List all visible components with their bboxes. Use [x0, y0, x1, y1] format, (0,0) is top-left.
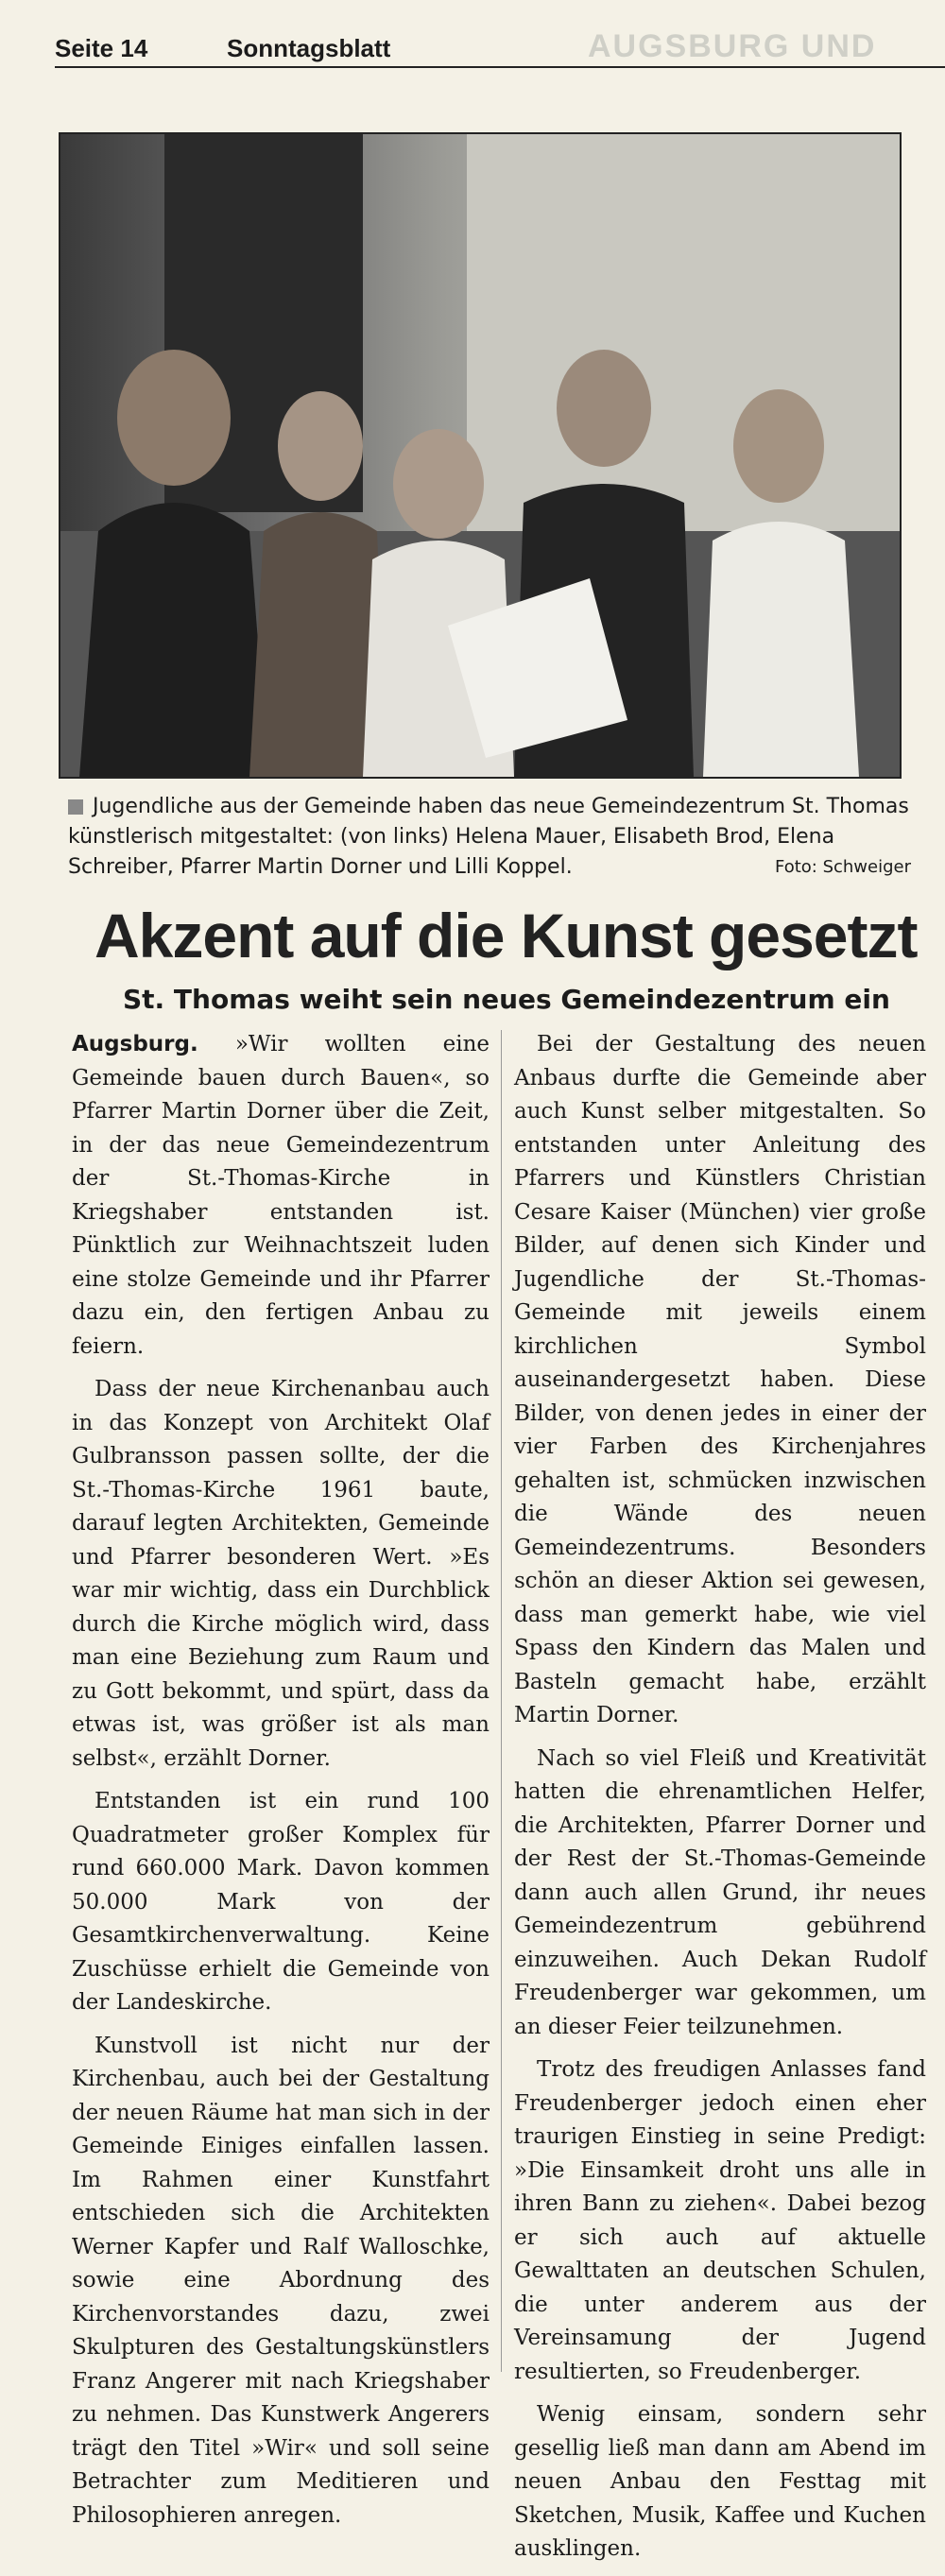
paragraph: Trotz des freudigen Anlasses fand Freudenberger jedoch einen eher traurigen Einstieg in seine Predigt: »Die Einsamkeit droht uns alle in ihren Bann zu ziehen«. Dabei bezog er sich auch auf aktuelle Gewalttaten an deutschen Schulen, die unter anderem aus der Vereinsamung der Jugend resultierten, so Freudenberger.: [514, 2057, 926, 2384]
paragraph: Entstanden ist ein rund 100 Quadratmeter großer Komplex für rund 660.000 Mark. Davon kommen 50.000 Mark von der Gesamtkirchenverwaltung. Keine Zuschüsse erhielt die Gemeinde von der Landeskirche.: [72, 1789, 490, 2015]
header-rule: [55, 66, 945, 68]
article-column-left: [72, 1028, 490, 2542]
photo-caption: [68, 792, 919, 883]
photo-illustration: [60, 134, 900, 777]
paragraph-text: »Wir wollten eine Gemeinde bauen durch Bauen«, so Pfarrer Martin Dorner über die Zeit, in der das neue Gemeindezentrum der St.-Thomas-Kirche in Kriegshaber entstanden ist. Pünktlich zur Weihnachtszeit luden eine stolze Gemeinde und ihr Pfarrer dazu ein, den fertigen Anbau zu feiern.: [72, 1032, 490, 1359]
page-header: [0, 0, 945, 68]
photo-credit: Foto: Schweiger: [774, 857, 911, 877]
article-photo: [59, 132, 902, 779]
paragraph: Dass der neue Kirchenanbau auch in das Konzept von Architekt Olaf Gulbransson passen sollte, der die St.-Thomas-Kirche 1961 baute, darauf legten Architekten, Gemeinde und Pfarrer besonderen Wert. »Es war mir wichtig, dass ein Durchblick durch die Kirche möglich wird, dass man eine Beziehung zum Raum und zu Gott bekommt, und spürt, dass da etwas ist, was größer ist als man selbst«, erzählt Dorner.: [72, 1377, 490, 1771]
column-divider: [501, 1030, 502, 2372]
paragraph: Wenig einsam, sondern sehr gesellig ließ man dann am Abend im neuen Anbau den Festtag mit Sketchen, Musik, Kaffee und Kuchen ausklingen.: [514, 2402, 926, 2561]
paragraph: Nach so viel Fleiß und Kreativität hatten die ehrenamtlichen Helfer, die Architekten, Pfarrer Dorner und der Rest der St.-Thomas-Gemeinde dann auch allen Grund, ihr neues Gemeindezentrum gebührend einzuweihen. Auch Dekan Rudolf Freudenberger war gekommen, um an dieser Feier teilzunehmen.: [514, 1745, 926, 2039]
paragraph: Kunstvoll ist nicht nur der Kirchenbau, auch bei der Gestaltung der neuen Räume hat man sich in der Gemeinde Einiges einfallen lassen. Im Rahmen einer Kunstfahrt entschieden sich die Architekten Werner Kapfer und Ralf Walloschke, sowie eine Abordnung des Kirchenvorstandes dazu, zwei Skulpturen des Gestaltungskünstlers Franz Angerer mit nach Kriegshaber zu nehmen. Das Kunstwerk Angerers trägt den Titel »Wir« und soll seine Betrachter zum Meditieren und Philosophieren anregen.: [72, 2033, 490, 2528]
article-column-right: [514, 1028, 926, 2576]
page-number: Seite 14: [55, 34, 148, 62]
section-title: AUGSBURG UND: [588, 28, 877, 64]
article-subheadline: St. Thomas weiht sein neues Gemeindezentrum ein: [123, 984, 890, 1015]
caption-text: Jugendliche aus der Gemeinde haben das neue Gemeindezentrum St. Thomas künstlerisch mitgestaltet: (von links) Helena Mauer, Elisabeth Brod, Elena Schreiber, Pfarrer Martin Dorner und Lilli Koppel.: [68, 795, 909, 879]
paragraph: Bei der Gestaltung des neuen Anbaus durfte die Gemeinde aber auch Kunst selber mitgestalten. So entstanden unter Anleitung des Pfarrers und Künstlers Christian Cesare Kaiser (München) vier große Bilder, auf denen sich Kinder und Jugendliche der St.-Thomas-Gemeinde mit jeweils einem kirchlichen Symbol auseinandergesetzt haben. Diese Bilder, von denen jedes in einer der vier Farben des Kirchenjahres gehalten ist, schmücken inzwischen die Wände des neuen Gemeindezentrums. Besonders schön an dieser Aktion sei gewesen, dass man gemerkt habe, wie viel Spass den Kindern das Malen und Basteln gemacht habe, erzählt Martin Dorner.: [514, 1032, 926, 1727]
dateline: Augsburg.: [72, 1032, 198, 1056]
paragraph: [72, 1028, 490, 1364]
caption-marker-icon: [68, 799, 83, 815]
newspaper-name: Sonntagsblatt: [227, 34, 391, 62]
article-headline: Akzent auf die Kunst gesetzt: [94, 901, 918, 970]
